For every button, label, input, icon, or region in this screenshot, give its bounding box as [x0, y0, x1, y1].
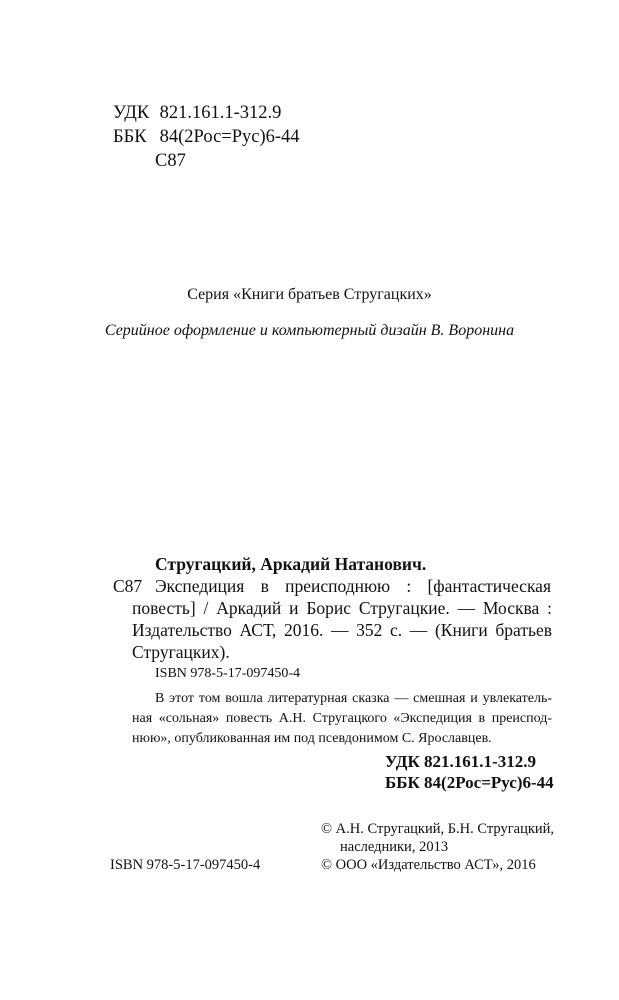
- bbk-label: ББК: [113, 127, 147, 147]
- card-udk: УДК 821.161.1-312.9: [385, 752, 536, 771]
- udk-line: [113, 101, 281, 125]
- bbk-line: [113, 125, 300, 149]
- card-description-line: Издательство АСТ, 2016. — 352 с. — (Книги братьев: [132, 620, 552, 640]
- annotation-line: ная «сольная» повесть А.Н. Стругацкого «Экспедиция в преиспод-: [132, 711, 552, 726]
- card-mark: С87: [113, 576, 143, 596]
- annotation-line: нюю», опубликованная им под псевдонимом С. Ярославцев.: [132, 731, 492, 746]
- bbk-value: 84(2Рос=Рус)6-44: [159, 127, 300, 147]
- card-bbk: ББК 84(2Рос=Рус)6-44: [385, 773, 554, 792]
- design-credit: Серийное оформление и компьютерный дизайн В. Воронина: [104, 322, 515, 339]
- card-description-line: Экспедиция в преисподнюю : [фантастическая: [155, 576, 551, 596]
- udk-label: УДК: [113, 103, 150, 123]
- card-author: Стругацкий, Аркадий Натанович.: [155, 554, 427, 574]
- card-annotation: [132, 689, 552, 749]
- card-description-line: Стругацких).: [132, 642, 230, 662]
- copyright-line: наследники, 2013: [340, 839, 449, 855]
- card-isbn: ISBN 978-5-17-097450-4: [155, 666, 301, 681]
- udk-value: 821.161.1-312.9: [159, 103, 282, 123]
- bottom-isbn: ISBN 978-5-17-097450-4: [110, 857, 261, 873]
- annotation-line: В этот том вошла литературная сказка — смешная и увлекатель-: [155, 691, 552, 706]
- copyright-line: © А.Н. Стругацкий, Б.Н. Стругацкий,: [321, 821, 555, 837]
- author-mark: С87: [155, 151, 186, 171]
- card-description-line: повесть] / Аркадий и Борис Стругацкие. — Москва :: [132, 598, 552, 618]
- copyright-line: © ООО «Издательство АСТ», 2016: [321, 857, 536, 873]
- series-line: Серия «Книги братьев Стругацких»: [187, 286, 432, 303]
